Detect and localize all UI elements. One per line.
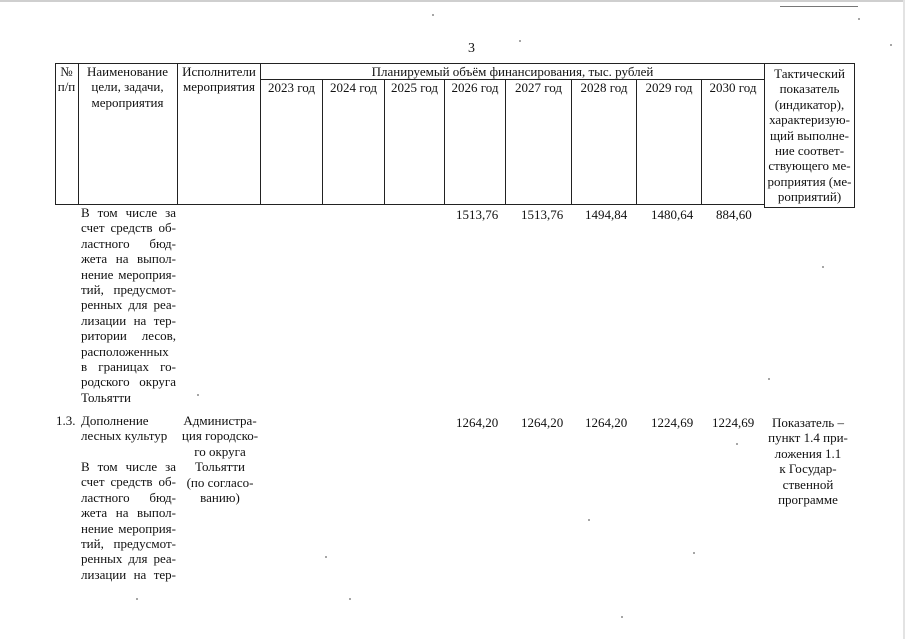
header-indicator-line: ствующего ме- — [768, 158, 851, 174]
row-b-description-line: счет средств об- — [81, 474, 176, 490]
header-executors-line: мероприятия — [182, 79, 255, 95]
row-b-description-line: тий, предусмот- — [81, 536, 176, 552]
row-b-title-line: лесных культур — [81, 428, 168, 444]
table-border-right — [854, 63, 855, 208]
header-indicator-line: ние соответ- — [774, 143, 845, 159]
row-a-description-line: тий, предусмот- — [81, 282, 176, 298]
row-a-description — [81, 205, 176, 405]
header-number-line: п/п — [57, 79, 76, 95]
column-divider — [505, 79, 506, 204]
row-a-description-line: расположенных — [81, 343, 169, 359]
header-year: 2026 год — [451, 80, 499, 95]
row-b-indicator — [763, 415, 853, 507]
row-b-indicator-line: ственной — [782, 476, 834, 492]
page-number: 3 — [468, 41, 475, 56]
row-b-indicator-line: Показатель – — [772, 415, 844, 430]
row-b-description-line: В том числе за — [81, 459, 176, 474]
header-indicator-line: показатель — [779, 81, 840, 97]
header-year: 2025 год — [391, 80, 438, 95]
header-executors-cell — [178, 64, 260, 95]
row-b-description-line: ренных для реа- — [81, 551, 176, 567]
row-b-title — [81, 413, 167, 444]
row-b-executor-line: Администра- — [183, 413, 257, 428]
row-a-value-2028: 1494,84 — [585, 207, 628, 222]
row-b-value-2029: 1224,69 — [651, 415, 694, 430]
row-b-value-2028: 1264,20 — [585, 415, 628, 430]
row-b-executor-line: ция городско- — [181, 428, 259, 444]
header-funding-title: Планируемый объём финансирования, тыс. рублей — [371, 64, 654, 79]
header-number-cell — [55, 64, 78, 95]
row-a-description-line: в границах го- — [81, 359, 176, 375]
column-divider — [636, 79, 637, 204]
header-name-line: цели, задачи, — [91, 79, 164, 95]
row-a-value-2026: 1513,76 — [456, 207, 499, 222]
row-b-description-line: лизации на тер- — [81, 566, 176, 582]
row-a-value-2027: 1513,76 — [521, 207, 564, 222]
header-indicator-line: Тактический — [774, 66, 845, 81]
header-year: 2028 год — [580, 80, 628, 95]
header-year: 2030 год — [709, 80, 757, 95]
row-b-indicator-line: программе — [778, 492, 838, 508]
row-b-indicator-line: к Государ- — [779, 461, 837, 477]
row-b-number: 1.3. — [56, 413, 76, 428]
row-a-value-2029: 1480,64 — [651, 207, 694, 222]
row-b-description-line: ластного бюд- — [81, 489, 176, 505]
header-indicator-cell — [765, 66, 854, 205]
row-b-executor-line: ванию) — [200, 490, 240, 506]
header-executors-line: Исполнители — [182, 64, 256, 79]
row-b-title-line: Дополнение — [81, 413, 149, 428]
row-b-executor-line: Тольятти — [194, 459, 245, 475]
column-divider — [384, 79, 385, 204]
header-year: 2027 год — [515, 80, 562, 95]
header-indicator-line: роприятий) — [777, 189, 842, 205]
row-b-value-2030: 1224,69 — [712, 415, 755, 430]
column-divider — [701, 79, 702, 204]
row-b-description-line: жета на выпол- — [81, 505, 176, 521]
row-a-description-line: родского округа — [81, 374, 176, 390]
column-divider — [571, 79, 572, 204]
row-a-description-line: ритории лесов, — [81, 328, 176, 344]
column-divider — [322, 79, 323, 204]
row-b-value-2027: 1264,20 — [521, 415, 564, 430]
header-year: 2023 год — [268, 80, 315, 95]
header-year: 2029 год — [645, 80, 693, 95]
row-a-description-line: ренных для реа- — [81, 297, 176, 313]
header-indicator-line: роприятия (ме- — [767, 173, 852, 189]
row-b-executor-line: (по согласо- — [186, 474, 254, 490]
row-a-description-line: Тольятти — [81, 389, 132, 405]
header-name-cell — [78, 64, 177, 110]
row-b-executor-line: го округа — [194, 443, 246, 459]
row-a-description-line: лизации на тер- — [81, 312, 176, 328]
row-a-description-line: ластного бюд- — [81, 235, 176, 251]
row-a-description-line: жета на выпол- — [81, 251, 176, 267]
row-b-executor — [178, 413, 262, 505]
row-b-description — [81, 459, 176, 582]
header-name-line: мероприятия — [91, 94, 164, 110]
row-b-indicator-line: пункт 1.4 при- — [768, 430, 848, 446]
header-indicator-line: (индикатор), — [774, 96, 845, 112]
row-a-description-line: счет средств об- — [81, 220, 176, 236]
row-a-description-line: В том числе за — [81, 205, 176, 220]
row-b-value-2026: 1264,20 — [456, 415, 499, 430]
header-indicator-line: характеризую- — [769, 112, 850, 128]
column-divider — [444, 79, 445, 204]
indicator-header-bottom-line — [764, 207, 855, 208]
row-a-description-line: нение мероприя- — [81, 266, 176, 282]
header-indicator-line: щий выполне- — [770, 127, 849, 143]
header-name-line: Наименование — [87, 64, 168, 79]
row-b-indicator-line: ложения 1.1 — [774, 445, 842, 461]
row-a-value-2030: 884,60 — [716, 207, 752, 222]
header-year: 2024 год — [330, 80, 377, 95]
header-number-line: № — [60, 64, 73, 79]
row-b-description-line: нение мероприя- — [81, 520, 176, 536]
